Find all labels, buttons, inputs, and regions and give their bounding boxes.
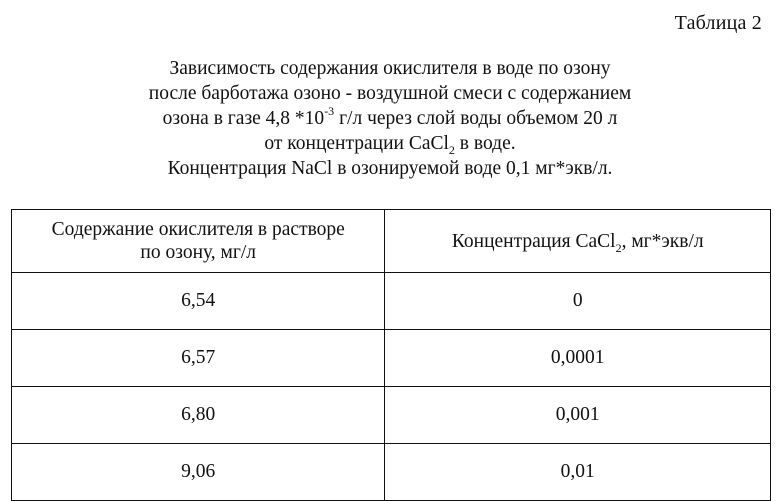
header-oxidant <box>12 210 385 273</box>
cell-oxidant: 9,06 <box>12 444 385 501</box>
header-cacl2 <box>385 210 771 273</box>
cell-oxidant: 6,54 <box>12 273 385 330</box>
caption-line-5: Концентрация NaCl в озонируемой воде 0,1 мг*экв/л. <box>167 158 613 179</box>
cell-cacl2: 0,0001 <box>385 330 771 387</box>
header-cacl2-text: Концентрация CaCl <box>451 230 616 252</box>
table-row <box>12 387 771 444</box>
cell-oxidant: 6,57 <box>12 330 385 387</box>
table-row <box>12 330 771 387</box>
header-cacl2-unit: , мг*экв/л <box>621 230 704 252</box>
caption-exponent: -3 <box>324 103 335 118</box>
table-caption <box>0 56 780 181</box>
cell-cacl2: 0,001 <box>385 387 771 444</box>
header-oxidant-line-1: Содержание окислителя в растворе <box>51 219 345 240</box>
table-row <box>12 444 771 501</box>
caption-line-4 <box>0 131 780 156</box>
caption-line-4-tail: в воде. <box>454 133 516 154</box>
table-header-row <box>12 210 771 273</box>
caption-line-3-text: озона в газе 4,8 *10 <box>162 108 325 129</box>
header-oxidant-line-2: по озону, мг/л <box>140 242 257 263</box>
caption-line-3-tail: г/л через слой воды объемом 20 л <box>334 108 618 129</box>
cell-oxidant: 6,80 <box>12 387 385 444</box>
caption-line-3 <box>0 103 780 131</box>
data-table <box>11 209 771 501</box>
table-row <box>12 273 771 330</box>
caption-line-4-text: от концентрации CaCl <box>264 133 449 154</box>
caption-subscript: 2 <box>448 142 455 157</box>
cell-cacl2: 0 <box>385 273 771 330</box>
cell-cacl2: 0,01 <box>385 444 771 501</box>
table-number-label: Таблица 2 <box>674 12 762 34</box>
caption-line-1: Зависимость содержания окислителя в воде по озону <box>169 58 611 79</box>
caption-line-2: после барботажа озоно - воздушной смеси с содержанием <box>148 83 632 104</box>
header-cacl2-subscript: 2 <box>615 240 622 255</box>
